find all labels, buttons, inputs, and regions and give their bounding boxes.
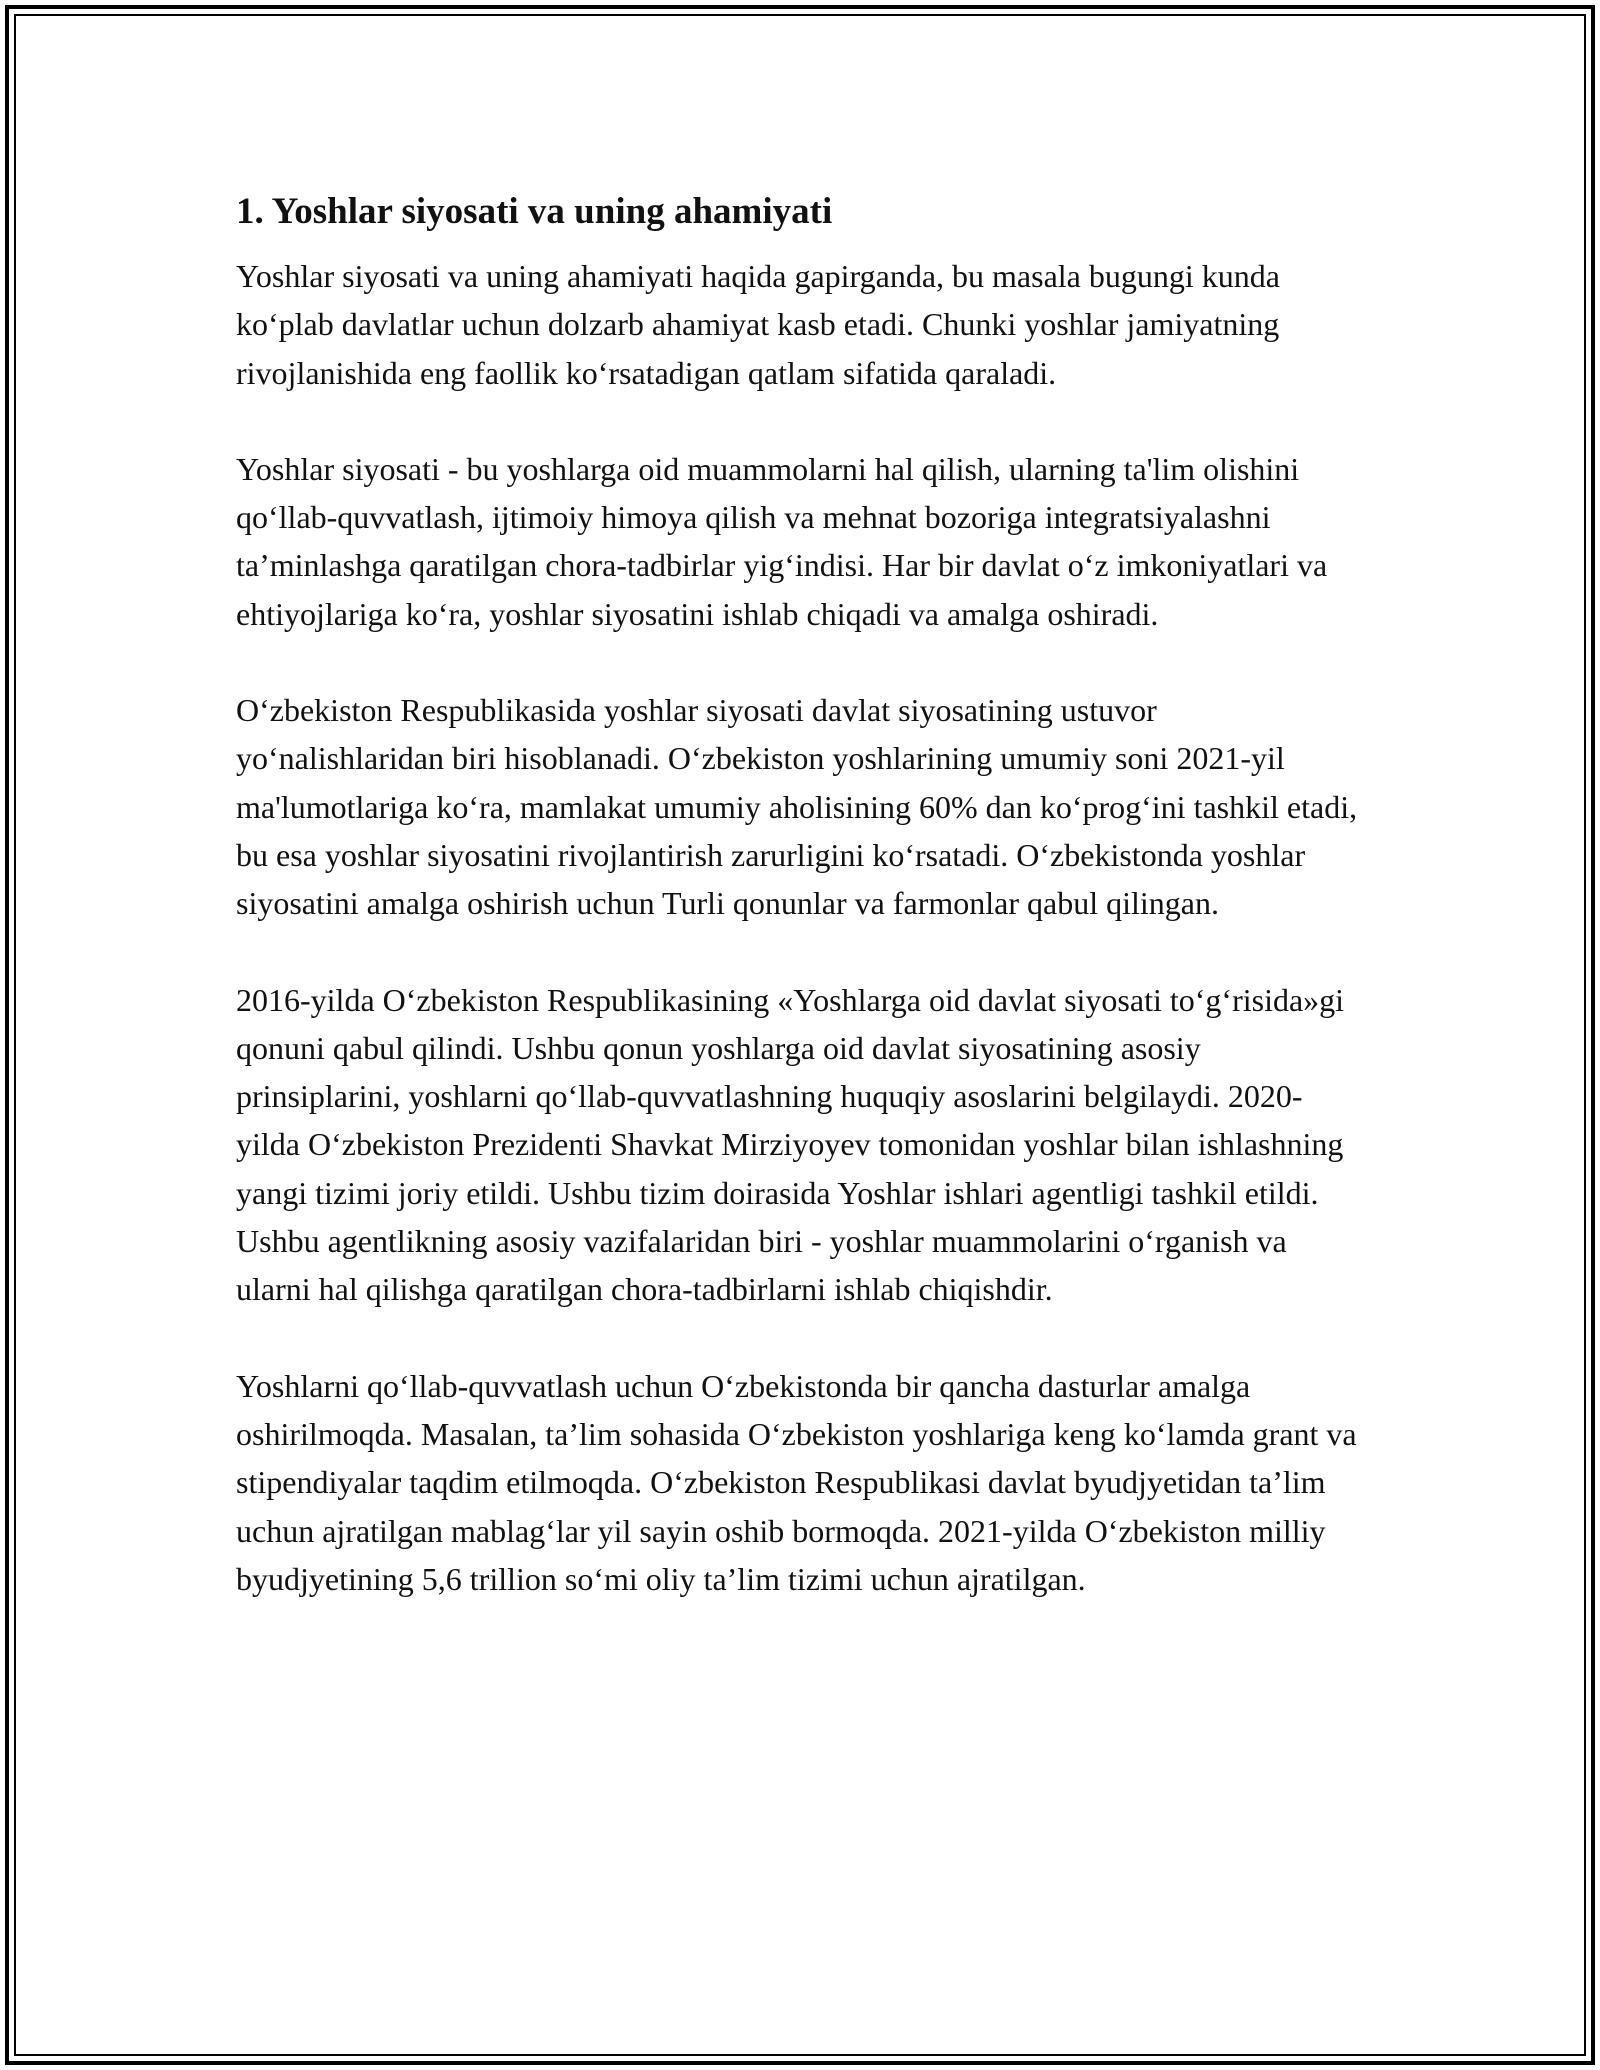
paragraph-2: Yoshlar siyosati - bu yoshlarga oid muammolarni hal qilish, ularning ta'lim olishini qo‘llab-quvvatlash, ijtimoiy himoya qilish va mehnat bozoriga integratsiyalashni ta’minlashga qaratilgan chora-tadbirlar yig‘indisi. Har bir davlat o‘z imkoniyatlari va ehtiyojlariga ko‘ra, yoshlar siyosatini ishlab chiqadi va amalga oshiradi. [236, 450, 1328, 632]
paragraph-3: O‘zbekiston Respublikasida yoshlar siyosati davlat siyosatining ustuvor yo‘nalishlaridan biri hisoblanadi. O‘zbekiston yoshlarining umumiy soni 2021-yil ma'lumotlariga ko‘ra, mamlakat umumiy aholisining 60% dan ko‘prog‘ini tashkil etadi, bu esa yoshlar siyosatini rivojlantirish zarurligini ko‘rsatadi. O‘zbekistonda yoshlar siyosatini amalga oshirish uchun Turli qonunlar va farmonlar qabul qilingan. [236, 692, 1358, 922]
paragraph-4: 2016-yilda O‘zbekiston Respublikasining «Yoshlarga oid davlat siyosati to‘g‘risida»gi qonuni qabul qilindi. Ushbu qonun yoshlarga oid davlat siyosatining asosiy prinsiplarini, yoshlarni qo‘llab-quvvatlashning huquqiy asoslarini belgilaydi. 2020-yilda O‘zbekiston Prezidenti Shavkat Mirziyoyev tomonidan yoshlar bilan ishlashning yangi tizimi joriy etildi. Ushbu tizim doirasida Yoshlar ishlari agentligi tashkil etildi. Ushbu agentlikning asosiy vazifalaridan biri - yoshlar muammolarini o‘rganish va ularni hal qilishga qaratilgan chora-tadbirlarni ishlab chiqishdir. [236, 981, 1345, 1308]
paragraph-1: Yoshlar siyosati va uning ahamiyati haqida gapirganda, bu masala bugungi kunda ko‘plab davlatlar uchun dolzarb ahamiyat kasb etadi. Chunki yoshlar jamiyatning rivojlanishida eng faollik ko‘rsatadigan qatlam sifatida qaraladi. [236, 258, 1280, 391]
document-body [236, 188, 1366, 1651]
section-heading: 1. Yoshlar siyosati va uning ahamiyati [236, 191, 833, 232]
paragraph-5: Yoshlarni qo‘llab-quvvatlash uchun O‘zbekistonda bir qancha dasturlar amalga oshirilmoqda. Masalan, ta’lim sohasida O‘zbekiston yoshlariga keng ko‘lamda grant va stipendiyalar taqdim etilmoqda. O‘zbekiston Respublikasi davlat byudjyetidan ta’lim uchun ajratilgan mablag‘lar yil sayin oshib bormoqda. 2021-yilda O‘zbekiston milliy byudjyetining 5,6 trillion so‘mi oliy ta’lim tizimi uchun ajratilgan. [236, 1367, 1357, 1597]
